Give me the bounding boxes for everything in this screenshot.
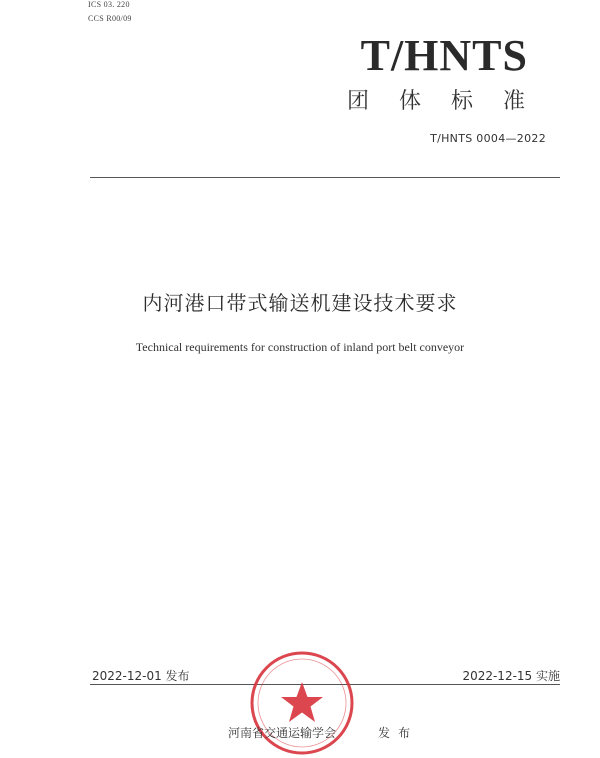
official-red-seal-icon <box>247 648 357 758</box>
ics-code: ICS 03. 220 <box>88 0 130 9</box>
standard-brand-code: T/HNTS <box>360 31 528 80</box>
title-chinese: 内河港口带式输送机建设技术要求 <box>142 291 458 315</box>
standard-number: T/HNTS 0004—2022 <box>430 132 546 145</box>
top-divider <box>90 177 560 178</box>
implementation-date: 2022-12-15 实施 <box>462 669 560 683</box>
issue-date: 2022-12-01 发布 <box>92 669 190 683</box>
standard-type: 团体标准 <box>346 89 555 114</box>
ccs-code: CCS R00/09 <box>88 14 132 23</box>
publish-label: 发布 <box>378 726 419 740</box>
publisher-name: 河南省交通运输学会 <box>228 726 337 740</box>
title-english: Technical requirements for construction of inland port belt conveyor <box>135 340 465 354</box>
